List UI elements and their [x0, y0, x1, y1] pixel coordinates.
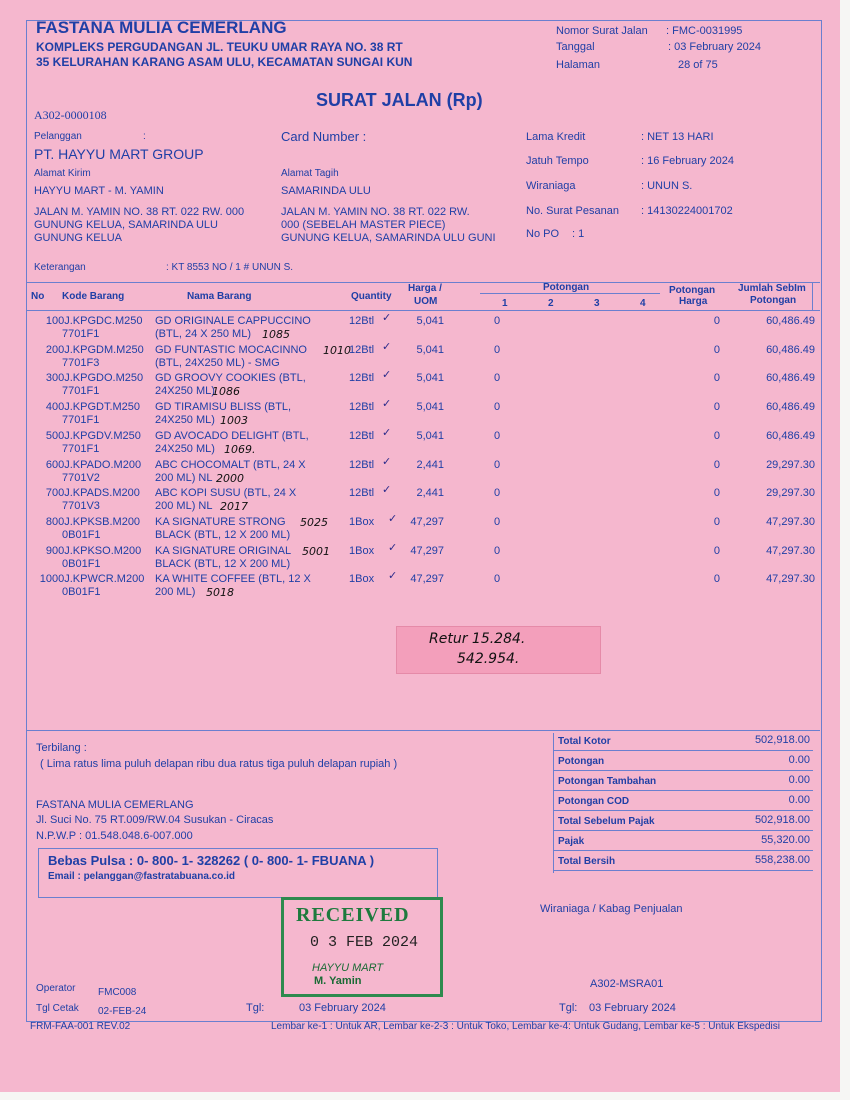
- checkmark-icon: ✓: [382, 397, 392, 411]
- cell-kode2: 7701F1: [62, 328, 100, 340]
- tagih-name: SAMARINDA ULU: [281, 185, 371, 197]
- handwritten-code: 1086: [212, 385, 240, 399]
- cell-kode1: 00J.KPGDT.M250: [52, 401, 141, 414]
- cell-harga: 47,297: [410, 544, 444, 557]
- table-header-right-line: [812, 282, 813, 310]
- totals-value: 502,918.00: [754, 734, 810, 746]
- cell-pot: 0: [494, 515, 501, 528]
- checkmark-icon: ✓: [382, 368, 392, 382]
- handwritten-code: 5018: [206, 586, 234, 600]
- cell-potharga: 0: [713, 372, 720, 385]
- cell-nama1: ABC CHOCOMALT (BTL, 24 X: [155, 458, 306, 471]
- cell-harga: 5,041: [416, 343, 444, 356]
- cell-kode1: 00J.KPGDC.M250: [52, 315, 143, 327]
- cell-potharga: 0: [713, 429, 720, 442]
- alamat-tagih-label: Alamat Tagih: [281, 168, 339, 179]
- cell-jumlah: 29,297.30: [766, 458, 815, 471]
- terbilang-value: ( Lima ratus lima puluh delapan ribu dua ratus tiga puluh delapan rupiah ): [40, 758, 398, 770]
- cell-kode2: 0B01F1: [62, 557, 101, 570]
- cell-kode2: 7701V2: [62, 471, 100, 484]
- header-potongan: Potongan: [543, 282, 590, 293]
- halaman-value: 28 of 75: [678, 59, 718, 71]
- cell-no: 7: [45, 487, 52, 500]
- cell-kode2: 7701F1: [62, 385, 100, 398]
- lembar-distribution: Lembar ke-1 : Untuk AR, Lembar ke-2-3 : Untuk Toko, Lembar ke-4: Untuk Gudang, Lembar ke-5 : Untuk Ekspedisi: [271, 1021, 780, 1032]
- cell-nama1: GD AVOCADO DELIGHT (BTL,: [155, 429, 309, 442]
- table-row: [0, 569, 850, 601]
- tagih-address-2: 000 (SEBELAH MASTER PIECE): [281, 219, 446, 231]
- header-potongan-3: 3: [594, 298, 600, 309]
- cell-nama1: GD GROOVY COOKIES (BTL,: [155, 372, 306, 385]
- halaman-label: Halaman: [556, 59, 601, 71]
- handwritten-code: 5025: [300, 515, 328, 529]
- cell-no: 8: [45, 515, 52, 528]
- cell-kode2: 0B01F1: [62, 586, 101, 599]
- table-row: [0, 368, 850, 400]
- totals-label: Total Bersih: [558, 856, 616, 867]
- cell-nama2: 24X250 ML): [155, 442, 215, 455]
- document-title: SURAT JALAN (Rp): [316, 90, 483, 110]
- checkmark-icon: ✓: [388, 540, 398, 554]
- lama-kredit-label: Lama Kredit: [526, 131, 586, 143]
- checkmark-icon: ✓: [388, 569, 398, 583]
- cell-pot: 0: [494, 372, 501, 385]
- kirim-address-3: GUNUNG KELUA: [34, 232, 123, 244]
- bebas-pulsa-box: [38, 848, 438, 898]
- no-po-value: : 1: [572, 228, 585, 240]
- no-po-label: No PO: [526, 228, 560, 240]
- cell-pot: 0: [494, 487, 501, 500]
- cell-kode2: 7701F1: [62, 442, 100, 455]
- pelanggan-colon: :: [143, 131, 146, 142]
- table-row: [0, 540, 850, 573]
- cell-harga: 5,041: [416, 372, 444, 385]
- pelanggan-value: PT. HAYYU MART GROUP: [34, 146, 204, 162]
- totals-value: 55,320.00: [761, 834, 810, 846]
- cell-potharga: 0: [713, 343, 720, 356]
- cell-pot: 0: [494, 458, 501, 471]
- cell-jumlah: 60,486.49: [766, 401, 815, 414]
- alamat-kirim-label: Alamat Kirim: [34, 168, 91, 179]
- cell-qty: 1Box: [349, 544, 375, 557]
- cell-pot: 0: [494, 544, 501, 557]
- totals-label: Pajak: [558, 836, 585, 847]
- pelanggan-label: Pelanggan: [34, 131, 82, 142]
- cell-kode1: 00J.KPGDV.M250: [52, 429, 141, 442]
- bebas-pulsa-email: Email : pelanggan@fastratabuana.co.id: [48, 871, 236, 882]
- handwritten-code: 2017: [220, 500, 248, 514]
- tgl2-value: 03 February 2024: [589, 1002, 676, 1014]
- no-pesanan-label: No. Surat Pesanan: [526, 205, 619, 217]
- cell-pot: 0: [494, 573, 501, 586]
- bebas-pulsa-line: Bebas Pulsa : 0- 800- 1- 328262 ( 0- 800- 1- FBUANA ): [48, 853, 375, 868]
- totals-value: 0.00: [788, 754, 810, 766]
- totals-value: 558,238.00: [754, 854, 810, 866]
- cell-no: 4: [45, 401, 52, 414]
- header-jumlah: Jumlah SebIm: [738, 283, 806, 294]
- cell-kode1: 00J.KPKSB.M200: [52, 515, 141, 528]
- keterangan-value: : KT 8553 NO / 1 # UNUN S.: [166, 262, 294, 273]
- wiraniaga-label: Wiraniaga: [526, 180, 576, 192]
- checkmark-icon: ✓: [382, 454, 392, 468]
- cell-no: 6: [45, 458, 52, 471]
- checkmark-icon: ✓: [382, 483, 392, 497]
- header-potongan-2: 2: [548, 298, 554, 309]
- cell-jumlah: 47,297.30: [766, 573, 815, 586]
- checkmark-icon: ✓: [382, 311, 392, 324]
- terbilang-label: Terbilang :: [36, 742, 87, 754]
- cell-potharga: 0: [713, 401, 720, 414]
- totals-label: Potongan COD: [558, 796, 630, 807]
- cell-nama2: 24X250 ML): [155, 385, 215, 398]
- totals-row-line: [553, 750, 813, 751]
- header-nama-barang: Nama Barang: [187, 291, 252, 302]
- cell-jumlah: 47,297.30: [766, 515, 815, 528]
- header-jumlah-potongan: Potongan: [750, 295, 797, 306]
- cell-nama2: 200 ML) NL: [155, 500, 213, 513]
- stamp-title: RECEIVED: [296, 904, 410, 926]
- cell-harga: 47,297: [410, 573, 444, 586]
- no-surat-jalan-value: : FMC-0031995: [666, 25, 743, 37]
- handwritten-code: 2000: [216, 471, 244, 485]
- tanggal-value: : 03 February 2024: [668, 41, 761, 53]
- table-row: [0, 425, 850, 458]
- cell-jumlah: 29,297.30: [766, 487, 815, 500]
- table-row: [0, 311, 850, 343]
- cell-harga: 5,041: [416, 401, 444, 414]
- cell-qty: 12Btl: [349, 401, 375, 414]
- cell-nama1: KA SIGNATURE ORIGINAL: [155, 544, 292, 557]
- cell-nama1: ABC KOPI SUSU (BTL, 24 X: [155, 487, 297, 500]
- kirim-address-1: JALAN M. YAMIN NO. 38 RT. 022 RW. 000: [34, 206, 245, 218]
- cell-qty: 12Btl: [349, 487, 375, 500]
- cell-jumlah: 60,486.49: [766, 372, 815, 385]
- keterangan-label: Keterangan: [34, 262, 86, 273]
- totals-value: 0.00: [788, 794, 810, 806]
- no-pesanan-value: : 14130224001702: [641, 205, 733, 217]
- cell-nama2: BLACK (BTL, 12 X 200 ML): [155, 557, 291, 570]
- no-surat-jalan-label: Nomor Surat Jalan: [556, 25, 648, 37]
- totals-row-line: [553, 790, 813, 791]
- cell-no: 10: [39, 573, 52, 586]
- table-row: [0, 454, 850, 487]
- cell-potharga: 0: [713, 315, 720, 327]
- received-stamp: [281, 897, 443, 997]
- card-number-label: Card Number :: [281, 129, 367, 144]
- cell-potharga: 0: [713, 573, 720, 586]
- cell-nama2: 200 ML) NL: [155, 471, 213, 484]
- cell-kode1: 00J.KPGDM.M250: [52, 343, 144, 356]
- cell-nama2: 200 ML): [155, 586, 196, 599]
- totals-label: Total Kotor: [558, 736, 611, 747]
- note-line-1: Retur 15.284.: [429, 631, 526, 647]
- company-address-1: KOMPLEKS PERGUDANGAN JL. TEUKU UMAR RAYA NO. 38 RT: [36, 40, 403, 54]
- footer-company-name: FASTANA MULIA CEMERLANG: [36, 799, 194, 811]
- form-code: FRM-FAA-001 REV.02: [30, 1021, 131, 1032]
- table-header-bottom-line: [26, 310, 820, 311]
- tagih-address-1: JALAN M. YAMIN NO. 38 RT. 022 RW.: [281, 206, 470, 218]
- handwritten-code: 1085: [262, 328, 290, 341]
- cell-nama2: (BTL, 24X250 ML) - SMG: [155, 356, 280, 369]
- table-row: [0, 339, 850, 372]
- header-potongan-harga: Potongan: [669, 285, 716, 296]
- stamp-date: 0 3 FEB 2024: [310, 934, 419, 951]
- tgl-value: 03 February 2024: [299, 1002, 386, 1014]
- cell-qty: 12Btl: [349, 343, 375, 356]
- cell-no: 5: [45, 429, 52, 442]
- cell-no: 2: [45, 343, 52, 356]
- table-row: [0, 483, 850, 515]
- wiraniaga-signature-label: Wiraniaga / Kabag Penjualan: [540, 903, 683, 915]
- totals-value: 502,918.00: [754, 814, 810, 826]
- header-quantity: Quantity: [351, 291, 392, 302]
- cell-nama2: (BTL, 24 X 250 ML): [155, 328, 251, 340]
- cell-qty: 12Btl: [349, 315, 375, 327]
- cell-nama2: BLACK (BTL, 12 X 200 ML): [155, 528, 291, 541]
- cell-jumlah: 47,297.30: [766, 544, 815, 557]
- tanggal-label: Tanggal: [556, 41, 595, 53]
- jatuh-tempo-label: Jatuh Tempo: [526, 155, 589, 167]
- operator-value: FMC008: [98, 987, 137, 998]
- stamp-line-1: HAYYU MART: [312, 962, 384, 974]
- totals-label: Potongan Tambahan: [558, 776, 657, 787]
- checkmark-icon: ✓: [388, 511, 398, 525]
- cell-nama2: 24X250 ML): [155, 414, 215, 427]
- header-potongan-4: 4: [640, 298, 646, 309]
- checkmark-icon: ✓: [382, 425, 392, 439]
- cell-kode2: 7701F1: [62, 414, 100, 427]
- totals-left-border: [553, 733, 554, 873]
- checkmark-icon: ✓: [382, 339, 392, 353]
- cell-nama1: GD ORIGINALE CAPPUCCINO: [155, 315, 311, 327]
- footer-npwp: N.P.W.P : 01.548.048.6-007.000: [36, 830, 193, 842]
- handwritten-code: 1010: [323, 343, 351, 357]
- cell-jumlah: 60,486.49: [766, 343, 815, 356]
- totals-row-line: [553, 870, 813, 871]
- cell-pot: 0: [494, 343, 501, 356]
- cell-qty: 12Btl: [349, 429, 375, 442]
- handwritten-code: 1003: [220, 414, 248, 428]
- cell-qty: 12Btl: [349, 458, 375, 471]
- document-code: A302-0000108: [34, 108, 107, 122]
- cell-harga: 5,041: [416, 429, 444, 442]
- table-row: [0, 397, 850, 429]
- totals-label: Potongan: [558, 756, 605, 767]
- cell-harga: 2,441: [416, 487, 444, 500]
- note-line-2: 542.954.: [457, 651, 520, 667]
- cell-nama1: KA SIGNATURE STRONG: [155, 515, 286, 528]
- cell-qty: 1Box: [349, 515, 375, 528]
- summary-top-line: [26, 730, 820, 731]
- tgl-cetak-label: Tgl Cetak: [36, 1003, 79, 1014]
- cell-potharga: 0: [713, 515, 720, 528]
- header-no: No: [31, 291, 45, 302]
- totals-row-line: [553, 850, 813, 851]
- wiraniaga-value: : UNUN S.: [641, 180, 693, 192]
- cell-kode1: 00J.KPKSO.M200: [52, 544, 142, 557]
- cell-jumlah: 60,486.49: [766, 315, 815, 327]
- cell-nama1: GD TIRAMISU BLISS (BTL,: [155, 401, 292, 414]
- footer-company-address: Jl. Suci No. 75 RT.009/RW.04 Susukan - Ciracas: [36, 814, 274, 826]
- cell-kode1: 00J.KPADS.M200: [52, 487, 140, 500]
- cell-potharga: 0: [713, 544, 720, 557]
- handwritten-code: 5001: [302, 544, 330, 558]
- cell-kode1: 00J.KPGDO.M250: [52, 372, 144, 385]
- lama-kredit-value: : NET 13 HARI: [641, 131, 714, 143]
- header-kode-barang: Kode Barang: [62, 291, 125, 302]
- totals-value: 0.00: [788, 774, 810, 786]
- cell-kode2: 7701F3: [62, 356, 100, 369]
- potongan-group-line: [480, 293, 660, 294]
- cell-pot: 0: [494, 315, 501, 327]
- cell-potharga: 0: [713, 458, 720, 471]
- cell-no: 9: [45, 544, 52, 557]
- operator-label: Operator: [36, 983, 76, 994]
- cell-harga: 2,441: [416, 458, 444, 471]
- cell-kode2: 0B01F1: [62, 528, 101, 541]
- cell-potharga: 0: [713, 487, 720, 500]
- company-name: FASTANA MULIA CEMERLANG: [36, 18, 287, 37]
- totals-row-line: [553, 830, 813, 831]
- header-potongan-1: 1: [502, 298, 508, 309]
- cell-no: 1: [45, 315, 52, 327]
- stamp-line-2: M. Yamin: [314, 975, 362, 987]
- cell-no: 3: [45, 372, 52, 385]
- company-address-2: 35 KELURAHAN KARANG ASAM ULU, KECAMATAN SUNGAI KUN: [36, 55, 413, 69]
- cell-jumlah: 60,486.49: [766, 429, 815, 442]
- totals-row-line: [553, 810, 813, 811]
- cell-pot: 0: [494, 429, 501, 442]
- cell-harga: 47,297: [410, 515, 444, 528]
- cell-pot: 0: [494, 401, 501, 414]
- table-row: [0, 511, 850, 544]
- cell-qty: 1Box: [349, 573, 375, 586]
- totals-row-line: [553, 770, 813, 771]
- totals-label: Total Sebelum Pajak: [558, 816, 655, 827]
- kirim-address-2: GUNUNG KELUA, SAMARINDA ULU: [34, 219, 218, 231]
- cell-kode2: 7701V3: [62, 500, 100, 513]
- header-harga-label: Harga: [679, 296, 708, 307]
- retur-sticky-note: [396, 626, 601, 674]
- tgl-label: Tgl:: [246, 1002, 265, 1014]
- cell-kode1: 00J.KPADO.M200: [52, 458, 142, 471]
- header-uom: UOM: [414, 296, 438, 307]
- cell-nama1: KA WHITE COFFEE (BTL, 12 X: [155, 573, 311, 586]
- cell-harga: 5,041: [416, 315, 444, 327]
- msra-code: A302-MSRA01: [590, 978, 664, 990]
- tagih-address-3: GUNUNG KELUA, SAMARINDA ULU GUNI: [281, 232, 496, 244]
- tgl2-label: Tgl:: [559, 1002, 578, 1014]
- handwritten-code: 1069.: [224, 442, 256, 456]
- cell-qty: 12Btl: [349, 372, 375, 385]
- cell-kode1: 00J.KPWCR.M200: [52, 573, 145, 586]
- cell-nama1: GD FUNTASTIC MOCACINNO: [155, 343, 307, 356]
- kirim-name: HAYYU MART - M. YAMIN: [34, 185, 164, 197]
- header-harga: Harga /: [408, 283, 442, 294]
- jatuh-tempo-value: : 16 February 2024: [641, 155, 734, 167]
- tgl-cetak-value: 02-FEB-24: [98, 1006, 147, 1017]
